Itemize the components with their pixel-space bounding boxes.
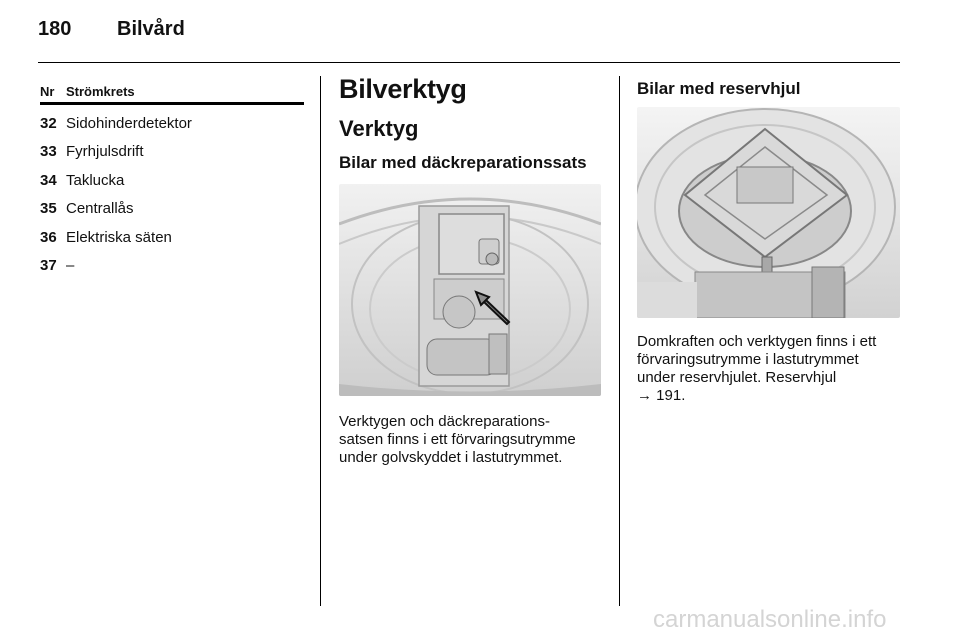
- fuse-number: 32: [40, 114, 57, 132]
- fuse-number: 34: [40, 171, 57, 189]
- fuse-circuit: Sidohinderdetektor: [66, 114, 192, 132]
- fuse-number: 35: [40, 200, 57, 218]
- spare-wheel-caption: [637, 333, 900, 405]
- page-section-title: Bilvård: [117, 18, 185, 40]
- section-heading-repair-kit: Bilar med däckreparationssats: [339, 153, 587, 172]
- fuse-circuit: Elektriska säten: [66, 228, 172, 246]
- table-header-rule: [40, 102, 304, 105]
- page-number: 180: [38, 18, 72, 40]
- fuse-circuit: Centrallås: [66, 200, 134, 218]
- subheading-verktyg: Verktyg: [339, 116, 419, 141]
- table-row: [40, 138, 304, 167]
- column-divider-right: [619, 76, 620, 606]
- caption-line: Domkraften och verktygen finns i ett: [637, 333, 877, 350]
- table-row: [40, 166, 304, 195]
- fuse-number: 36: [40, 228, 57, 246]
- table-row: [40, 109, 304, 138]
- repair-kit-caption: [339, 413, 601, 467]
- column-header-circuit: Strömkrets: [66, 83, 135, 99]
- heading-bilverktyg: Bilverktyg: [339, 74, 467, 104]
- caption-line: förvaringsutrymme i lastutrymmet: [637, 351, 859, 368]
- table-row: [40, 223, 304, 252]
- fuse-circuit: Taklucka: [66, 171, 125, 189]
- column-header-nr: Nr: [40, 83, 55, 99]
- spare-wheel-illustration: [637, 107, 900, 318]
- fuse-circuit: Fyrhjulsdrift: [66, 143, 144, 161]
- watermark: carmanualsonline.info: [653, 606, 887, 633]
- header-divider: [38, 62, 900, 63]
- caption-line: Verktygen och däckreparations-: [339, 413, 550, 430]
- table-row: [40, 195, 304, 224]
- fuse-circuit: –: [66, 257, 75, 275]
- column-divider-left: [320, 76, 321, 606]
- caption-line: under reservhjulet. Reservhjul: [637, 369, 837, 386]
- caption-line: satsen finns i ett förvaringsutrymme: [339, 431, 576, 448]
- section-heading-spare-wheel: Bilar med reservhjul: [637, 79, 801, 98]
- caption-line: under golvskyddet i lastutrymmet.: [339, 449, 563, 466]
- fuse-number: 33: [40, 143, 57, 161]
- page-reference-link[interactable]: → 191.: [637, 387, 686, 404]
- fuse-table-header: [40, 80, 304, 102]
- fuse-number: 37: [40, 257, 57, 275]
- table-row: [40, 252, 304, 281]
- fuse-table: [40, 80, 304, 280]
- repair-kit-illustration: [339, 184, 601, 396]
